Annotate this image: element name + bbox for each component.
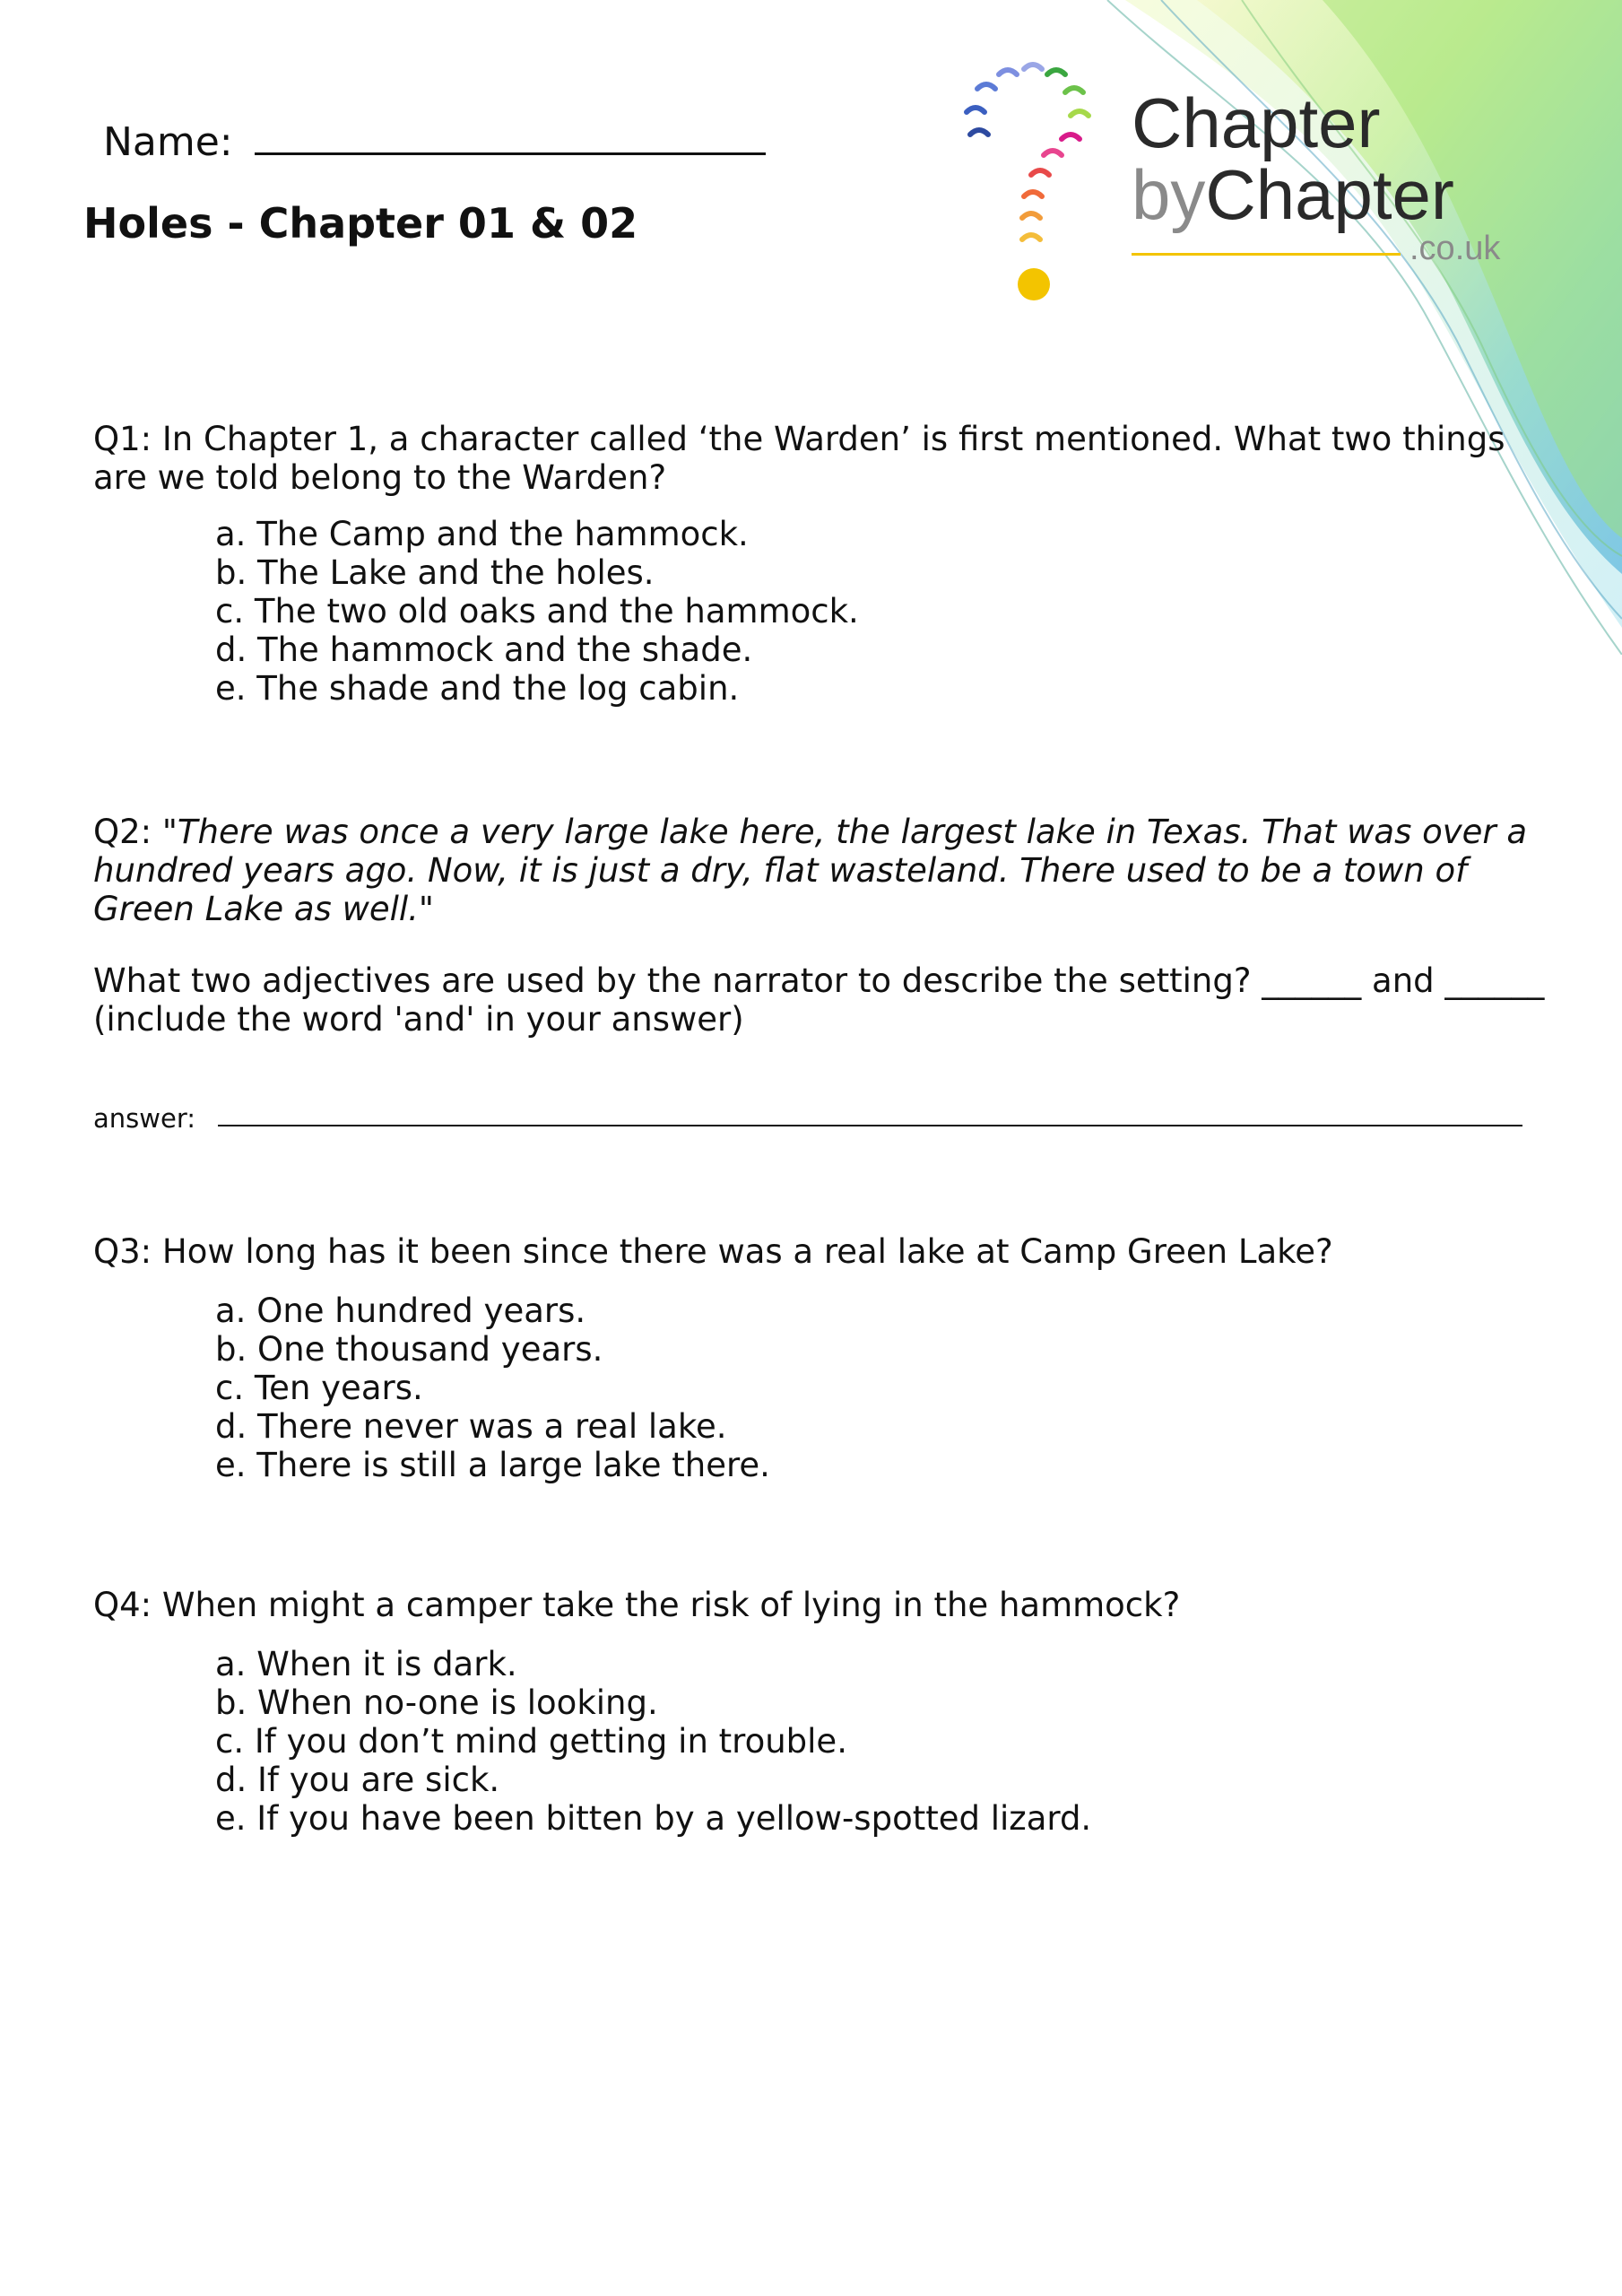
q3-option-a[interactable]: a. One hundred years. (215, 1292, 586, 1330)
question-3-options (215, 1292, 770, 1484)
logo-wordmark-chapter-2: Chapter (1205, 155, 1454, 234)
question-2-quote (93, 813, 1527, 928)
question-1-line-2: are we told belong to the Warden? (93, 458, 667, 497)
question-2-prefix: Q2: (93, 813, 162, 851)
q1-option-b[interactable]: b. The Lake and the holes. (215, 553, 655, 592)
question-4: Q4: When might a camper take the risk of lying in the hammock? (93, 1586, 1181, 1624)
q1-option-e[interactable]: e. The shade and the log cabin. (215, 669, 740, 708)
q4-option-b[interactable]: b. When no-one is looking. (215, 1683, 658, 1722)
q4-option-e[interactable]: e. If you have been bitten by a yellow-spotted lizard. (215, 1799, 1092, 1838)
logo-question-mark-icon (950, 49, 1130, 318)
worksheet-title: Holes - Chapter 01 & 02 (83, 199, 638, 248)
quote-text-3: Green Lake as well." (93, 890, 434, 928)
question-2-quote-line-1 (93, 813, 1527, 851)
logo-wordmark-by: by (1132, 155, 1206, 234)
answer-input-line[interactable] (218, 1125, 1522, 1126)
question-4-options (215, 1645, 1091, 1838)
q3-option-e[interactable]: e. There is still a large lake there. (215, 1446, 770, 1484)
q4-option-d[interactable]: d. If you are sick. (215, 1761, 500, 1799)
question-2-prompt-line-1: What two adjectives are used by the narrator to describe the setting? ______ and ______ (93, 961, 1545, 1000)
q1-option-c[interactable]: c. The two old oaks and the hammock. (215, 592, 859, 631)
q4-option-a[interactable]: a. When it is dark. (215, 1645, 517, 1683)
name-field (103, 117, 766, 165)
question-2-quote-line-3 (93, 890, 1527, 928)
question-2-prompt (93, 961, 1544, 1039)
q3-option-b[interactable]: b. One thousand years. (215, 1330, 603, 1369)
q1-option-a[interactable]: a. The Camp and the hammock. (215, 515, 749, 553)
question-1-line-1: Q1: In Chapter 1, a character called ‘the Warden’ is first mentioned. What two things (93, 420, 1505, 458)
name-label: Name: (103, 119, 233, 165)
question-2-quote-line-2 (93, 851, 1527, 890)
q1-option-d[interactable]: d. The hammock and the shade. (215, 631, 753, 669)
quote-text-1: "There was once a very large lake here, the largest lake in Texas. That was over a (161, 813, 1528, 851)
question-3: Q3: How long has it been since there was a real lake at Camp Green Lake? (93, 1232, 1333, 1271)
logo-wordmark-bychapter (1132, 155, 1454, 234)
name-input-line[interactable] (255, 117, 766, 155)
quote-text-2: hundred years ago. Now, it is just a dry, flat wasteland. There used to be a town of (93, 851, 1468, 890)
logo-wordmark-chapter: Chapter (1132, 83, 1381, 162)
logo-underline (1132, 253, 1401, 256)
q4-option-c[interactable]: c. If you don’t mind getting in trouble. (215, 1722, 847, 1761)
q3-option-d[interactable]: d. There never was a real lake. (215, 1407, 727, 1446)
answer-label: answer: (93, 1103, 196, 1134)
question-1 (93, 420, 1505, 497)
question-2-prompt-line-2: (include the word 'and' in your answer) (93, 1000, 744, 1039)
question-1-options (215, 515, 859, 708)
q3-option-c[interactable]: c. Ten years. (215, 1369, 423, 1407)
logo-domain: .co.uk (1409, 230, 1501, 267)
